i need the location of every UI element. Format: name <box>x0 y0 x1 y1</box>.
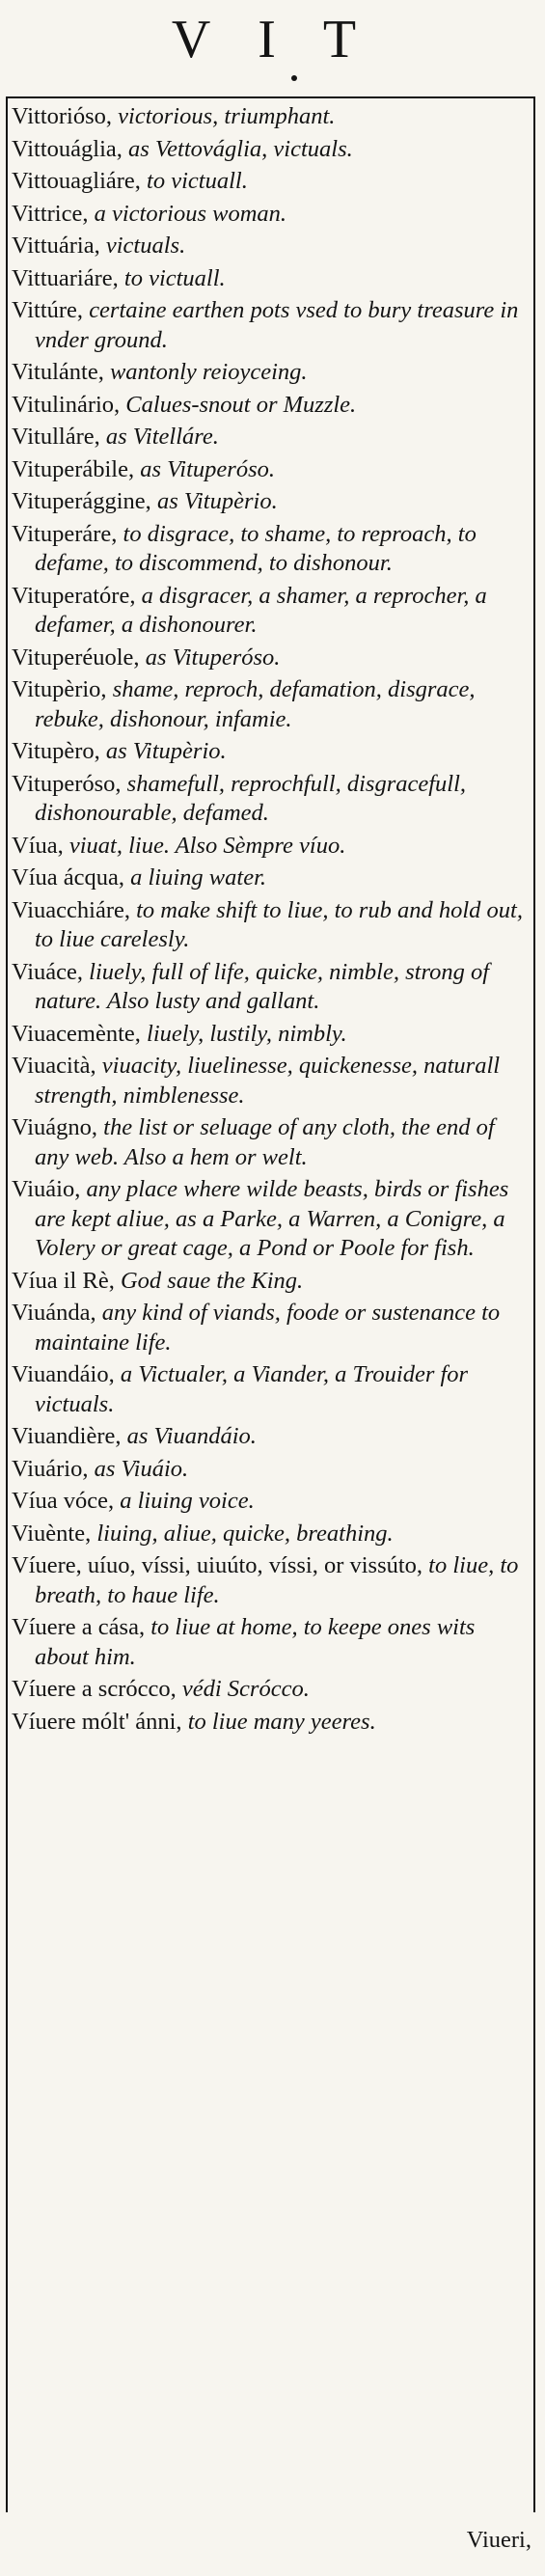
dictionary-entry <box>12 1052 530 1110</box>
dictionary-entry <box>12 1455 530 1485</box>
dictionary-entry <box>12 1113 530 1172</box>
entry-headword: Viuánda, <box>12 1300 102 1326</box>
dictionary-entry <box>12 1551 530 1610</box>
dictionary-entry <box>12 1360 530 1419</box>
dictionary-entry <box>12 264 530 294</box>
entry-definition: God saue the King. <box>120 1267 304 1294</box>
dictionary-entry <box>12 1267 530 1297</box>
dictionary-entry <box>12 391 530 421</box>
entry-headword: Vittrice, <box>12 200 95 227</box>
dictionary-entry <box>12 1520 530 1549</box>
entry-headword: Viuacità, <box>12 1053 102 1079</box>
dictionary-entry <box>12 1613 530 1672</box>
entry-definition: to disgrace, to shame, to reproach, to defame, to discommend, to dishonour. <box>35 520 477 576</box>
entry-definition: to liue many yeeres. <box>187 1708 376 1735</box>
entry-definition: to victuall. <box>123 264 226 291</box>
entry-definition: certaine earthen pots vsed to bury treasure in vnder ground. <box>35 297 519 353</box>
entry-headword: Vittuária, <box>12 233 106 259</box>
entry-headword: Víuere, uíuo, víssi, uiuúto, víssi, or vissúto, <box>12 1552 429 1578</box>
dictionary-entry <box>12 863 530 893</box>
dictionary-entry <box>12 423 530 452</box>
entry-definition: wantonly reioyceing. <box>109 359 308 385</box>
dictionary-entry <box>12 487 530 517</box>
entry-headword: Víuere mólt' ánni, <box>12 1708 188 1735</box>
entry-definition: liuing, aliue, quicke, breathing. <box>96 1520 394 1547</box>
entry-definition: védi Scrócco. <box>181 1676 310 1702</box>
entry-list <box>12 102 530 1740</box>
entry-headword: Vituperábile, <box>12 455 141 482</box>
entry-headword: Vittouagliáre, <box>12 168 148 194</box>
entry-definition: to liue, to breath, to haue life. <box>35 1552 519 1608</box>
dictionary-entry <box>12 644 530 673</box>
dictionary-entry <box>12 675 530 734</box>
entry-definition: liuely, full of life, quicke, nimble, strong of nature. Also lusty and gallant. <box>35 958 490 1014</box>
entry-headword: Viuágno, <box>12 1114 104 1140</box>
dictionary-entry <box>12 1675 530 1705</box>
entry-headword: Víua il Rè, <box>12 1267 121 1294</box>
entry-definition: any kind of viands, foode or sustenance to maintaine life. <box>35 1300 501 1356</box>
dictionary-entry <box>12 232 530 261</box>
dictionary-entry <box>12 102 530 132</box>
entry-headword: Víuere a cása, <box>12 1614 151 1640</box>
entry-headword: Viuário, <box>12 1455 95 1482</box>
entry-definition: liuely, lustily, nimbly. <box>147 1020 347 1047</box>
entry-headword: Vituperóso, <box>12 770 127 797</box>
entry-definition: a liuing water. <box>130 864 267 891</box>
dictionary-entry <box>12 1422 530 1452</box>
dictionary-entry <box>12 1299 530 1357</box>
entry-headword: Víuere a scrócco, <box>12 1676 182 1702</box>
entry-definition: viuat, liue. Also Sèmpre víuo. <box>68 832 346 859</box>
entry-definition: to liue at home, to keepe ones wits about him. <box>35 1614 476 1670</box>
entry-definition: a disgracer, a shamer, a reprocher, a defamer, a dishonourer. <box>35 582 487 638</box>
dictionary-entry <box>12 135 530 165</box>
dictionary-entry <box>12 520 530 579</box>
page-header <box>0 0 545 96</box>
entry-definition: the list or seluage of any cloth, the end of any web. Also a hem or welt. <box>35 1114 495 1170</box>
ornament-dot <box>291 75 297 81</box>
entry-definition: shame, reproch, defamation, disgrace, rebuke, dishonour, infamie. <box>35 676 476 732</box>
dictionary-entry <box>12 455 530 485</box>
entry-headword: Viuacchiáre, <box>12 896 137 923</box>
entry-headword: Viuandière, <box>12 1423 127 1449</box>
dictionary-entry <box>12 582 530 641</box>
entry-definition: victuals. <box>105 233 186 259</box>
entry-definition: as Viuandáio. <box>126 1423 257 1449</box>
entry-headword: Vituperéuole, <box>12 644 146 671</box>
entry-definition: as Viuáio. <box>94 1455 189 1482</box>
entry-headword: Vituperáre, <box>12 520 123 547</box>
entry-headword: Viuáio, <box>12 1176 87 1202</box>
dictionary-entry <box>12 832 530 862</box>
entry-definition: to make shift to liue, to rub and hold out, to liue carelesly. <box>35 896 523 952</box>
entry-headword: Viuandáio, <box>12 1361 121 1387</box>
entry-headword: Vitulánte, <box>12 359 110 385</box>
entry-headword: Víua ácqua, <box>12 864 131 891</box>
entry-definition: shamefull, reprochfull, disgracefull, dishonourable, defamed. <box>35 770 467 826</box>
entry-headword: Viuacemènte, <box>12 1020 148 1047</box>
entry-definition: to victuall. <box>147 168 248 194</box>
dictionary-entry <box>12 737 530 767</box>
entry-headword: Vittorióso, <box>12 103 119 129</box>
entry-headword: Vitupèro, <box>12 738 106 764</box>
entry-headword: Viuáce, <box>12 958 90 985</box>
dictionary-entry <box>12 958 530 1017</box>
entry-headword: Víua vóce, <box>12 1488 121 1514</box>
entry-headword: Vittuariáre, <box>12 264 124 291</box>
dictionary-entry <box>12 167 530 197</box>
dictionary-entry <box>12 358 530 388</box>
dictionary-entry <box>12 296 530 355</box>
dictionary-entry <box>12 1175 530 1264</box>
dictionary-entry <box>12 200 530 230</box>
entry-definition: a Victualer, a Viander, a Trouider for victuals. <box>35 1361 469 1417</box>
entry-definition: viuacity, liuelinesse, quickenesse, naturall strength, nimblenesse. <box>35 1053 501 1109</box>
entry-definition: as Vituperóso. <box>145 644 281 671</box>
entry-headword: Vituperággine, <box>12 488 157 514</box>
entry-headword: Vittúre, <box>12 297 90 323</box>
entry-definition: Calues-snout or Muzzle. <box>125 391 357 418</box>
entry-definition: a victorious woman. <box>94 200 287 227</box>
entry-headword: Vitulláre, <box>12 424 106 450</box>
entry-headword: Vittouáglia, <box>12 135 129 162</box>
entry-headword: Vitupèrio, <box>12 676 113 702</box>
entry-headword: Viuènte, <box>12 1520 97 1547</box>
running-head: V I T <box>171 10 374 69</box>
entry-definition: as Vitupèrio. <box>105 738 227 764</box>
entry-definition: any place where wilde beasts, birds or fishes are kept aliue, as a Parke, a Warren, a Conigre, a Volery or great cage, a Pond or Poole for fish. <box>35 1176 509 1261</box>
entry-definition: as Vituperóso. <box>140 455 275 482</box>
entry-definition: as Vitelláre. <box>105 424 219 450</box>
entry-headword: Víua, <box>12 832 69 859</box>
entry-definition: victorious, triumphant. <box>118 103 336 129</box>
dictionary-entry <box>12 770 530 829</box>
entry-definition: as Vettováglia, victuals. <box>128 135 353 162</box>
entry-definition: a liuing voice. <box>120 1488 255 1514</box>
entry-headword: Vitulinário, <box>12 391 126 418</box>
dictionary-entry <box>12 1708 530 1738</box>
entry-definition: as Vitupèrio. <box>156 488 278 514</box>
dictionary-entry <box>12 896 530 955</box>
catchword: Viueri, <box>466 2527 531 2553</box>
dictionary-entry <box>12 1487 530 1517</box>
entry-headword: Vituperatóre, <box>12 582 142 609</box>
dictionary-entry <box>12 1020 530 1050</box>
